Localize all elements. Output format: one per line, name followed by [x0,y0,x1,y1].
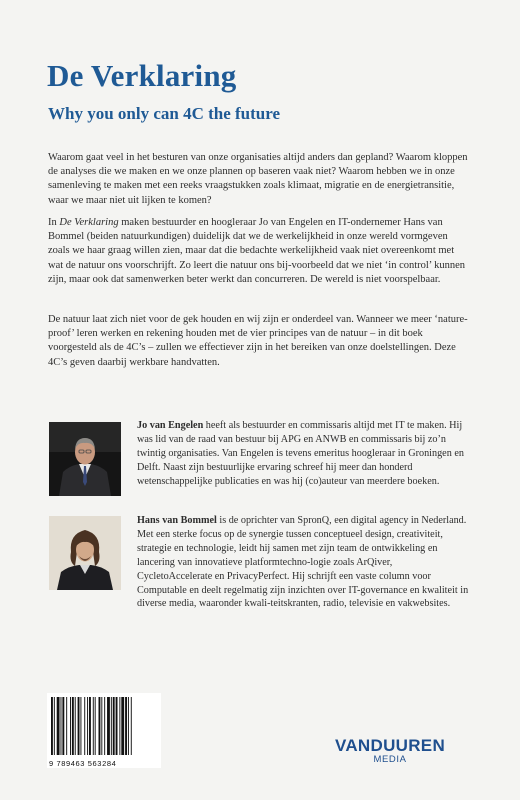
barcode-bar [87,697,88,755]
intro-paragraph-2-body: maken bestuurder en hoogleraar Jo van Engelen en IT-ondernemer Hans van Bommel (beiden natuurkundigen) duidelijk dat we de werkelijkheid in onze wereld vormgeven zoals we haar graag willen zien, maar dat die bedachte werkelijkheid vaak niet overeenkomt met wat de natuur ons voorschrijft. Zo leert die natuur ons bij-voorbeeld dat we niet ‘in control’ kunnen zijn, maar ook dat samenwerken beter werkt dan concurreren. De wereld is niet voorspelbaar. [48,217,466,285]
intro-paragraph-1: Waarom gaat veel in het besturen van onze organisaties altijd anders dan gepland? Waarom kloppen de analyses die we maken en we onze plannen op baseren vaak niet? Waarom hebben we in onze samenleving te maken met een reeks vraagstukken zoals klimaat, migratie en de energietransitie, waar we maar niet uit lijken te komen? [48,152,468,206]
barcode-bar [128,697,129,755]
intro-paragraph-2 [48,216,468,287]
barcode-bar [61,697,62,755]
barcode-bar [119,697,120,755]
isbn-barcode [47,693,161,768]
barcode-bar [89,697,91,755]
barcode-bar [131,697,132,755]
barcode-bars [47,693,161,759]
author-name-jo: Jo van Engelen [137,420,204,431]
author-photo-hans [49,516,121,590]
author-bio-jo [137,419,470,489]
barcode-bar [66,697,67,755]
barcode-bar [125,697,127,755]
barcode-bar [99,697,101,755]
barcode-bar [75,697,76,755]
barcode-bar [121,697,124,755]
publisher-logo [328,736,452,765]
publisher-name: VANDUUREN [334,736,446,755]
barcode-bar [84,697,85,755]
barcode-bar [80,697,81,755]
intro-paragraph-3: De natuur laat zich niet voor de gek houden en wij zijn er onderdeel van. Wanneer we meer ‘nature-proof’ leren werken en rekening houden met de vier principes van de natuur – in dit boek voorgesteld als de 4C’s – zullen we effectiever zijn in het bereiken van onze doelstellingen. Deze 4C’s geven daarbij werkbare handvatten. [48,314,468,368]
barcode-bar [54,697,55,755]
barcode-bar [113,697,115,755]
barcode-bar [62,697,64,755]
barcode-bar [116,697,118,755]
barcode-bar [51,697,53,755]
author-bio-text-hans: is de oprichter van SpronQ, een digital agency in Nederland. Met een sterke focus op de synergie tussen conceptueel design, creativiteit, strategie en technologie, leidt hij samen met zijn team de ontwikkeling en lancering van innovatieve platformtechno-logie zoals ArQiver, CycletoAccelerate en PrivacyPerfect. Hij schrijft een vaste column voor Computable en deelt regelmatig zijn inzichten over IT-governance en kwaliteit in diverse media, waaronder kwali-teitskranten, radio, televisie en vakwebsites. [137,515,469,610]
author-photo-jo [49,422,121,496]
barcode-bar [93,697,94,755]
barcode-bar [101,697,102,755]
barcode-bar [104,697,105,755]
publisher-sub: MEDIA [373,754,407,765]
author-bio-text-jo: heeft als bestuurder en commissaris altijd met IT te maken. Hij was lid van de raad van bestuur bij APG en ANWB en commissaris bij zo’n twintig organisaties. Van Engelen is tevens emeritus hoogleraar in Groningen en Delft. Naast zijn bestuurlijke ervaring schreef hij meer dan honderd wetenschappelijke publicaties en was hij (co)auteur van meerdere boeken. [137,420,464,487]
isbn-number: 9 789463 563284 [49,759,117,768]
barcode-bar [72,697,74,755]
barcode-bar [78,697,80,755]
barcode-bar [57,697,60,755]
book-title-italic: De Verklaring [59,217,119,228]
intro-paragraph-2-lead: In [48,217,60,228]
barcode-bar [111,697,112,755]
barcode-bar [107,697,110,755]
page-title: De Verklaring [47,58,237,93]
barcode-bar [95,697,96,755]
page-subtitle: Why you only can 4C the future [48,104,281,123]
author-bio-hans [137,514,470,611]
author-name-hans: Hans van Bommel [137,515,217,526]
barcode-bar [70,697,71,755]
